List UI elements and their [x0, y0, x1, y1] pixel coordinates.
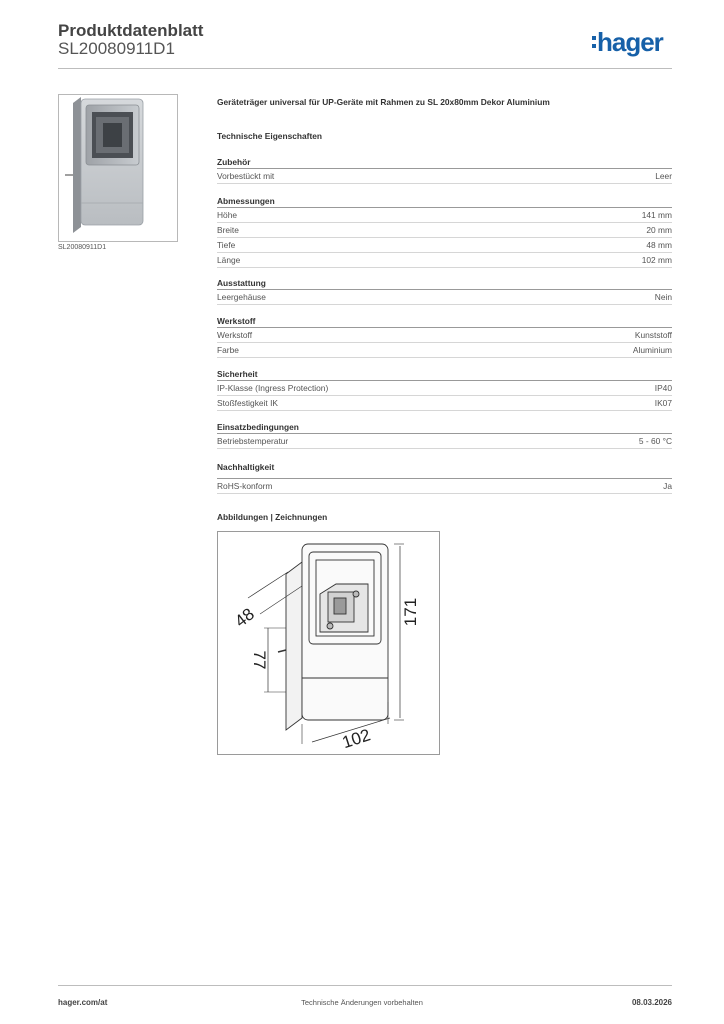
section-title: Ausstattung [217, 277, 672, 290]
section-werkstoff [217, 315, 672, 358]
property-row [217, 479, 672, 494]
property-value: 20 mm [646, 225, 672, 235]
photo-caption: SL20080911D1 [58, 244, 107, 251]
property-label: Stoßfestigkeit IK [217, 398, 278, 408]
footer-divider [58, 985, 672, 986]
footer-notice: Technische Änderungen vorbehalten [301, 998, 423, 1007]
technical-drawing [217, 531, 440, 755]
footer-date: 08.03.2026 [631, 998, 672, 1007]
section-title: Einsatzbedingungen [217, 421, 672, 434]
property-label: Höhe [217, 210, 238, 220]
property-value: 141 mm [641, 210, 672, 220]
logo-text: hager [597, 27, 663, 57]
section-zubehoer [217, 156, 672, 184]
section-title: Zubehör [217, 156, 672, 169]
property-label: RoHS-konform [217, 481, 273, 491]
dim-height-label: 171 [401, 597, 420, 627]
section-ausstattung [217, 277, 672, 305]
section-nachhaltigkeit [217, 460, 672, 494]
images-title: Abbildungen | Zeichnungen [217, 512, 328, 522]
property-row [217, 434, 672, 449]
tech-properties-title: Technische Eigenschaften [217, 131, 323, 141]
property-row [217, 169, 672, 184]
property-value: Leer [655, 171, 672, 181]
section-title: Nachhaltigkeit [217, 460, 672, 479]
article-number: SL20080911D1 [58, 39, 175, 58]
property-row [217, 208, 672, 223]
dim-depth-label: 48 [231, 604, 258, 631]
property-label: Länge [217, 255, 241, 265]
property-label: Betriebstemperatur [217, 436, 289, 446]
footer-website-link[interactable]: hager.com/at [58, 998, 108, 1007]
brand-logo [592, 27, 663, 57]
property-row [217, 223, 672, 238]
property-row [217, 381, 672, 396]
property-row [217, 238, 672, 253]
dim-length-label: 102 [339, 725, 373, 753]
property-label: Leergehäuse [217, 292, 266, 302]
page-title: Produktdatenblatt [58, 21, 204, 40]
product-description: Geräteträger universal für UP-Geräte mit Rahmen zu SL 20x80mm Dekor Aluminium [217, 97, 550, 107]
product-photo [58, 94, 178, 242]
property-value: IP40 [654, 383, 672, 393]
property-value: Kunststoff [634, 330, 672, 340]
section-sicherheit [217, 368, 672, 411]
property-row [217, 396, 672, 411]
property-row [217, 328, 672, 343]
property-label: Vorbestückt mit [217, 171, 275, 181]
property-value: IK07 [654, 398, 672, 408]
property-value: Nein [654, 292, 672, 302]
property-label: Werkstoff [217, 330, 253, 340]
device-carrier-photo-icon [59, 95, 177, 241]
property-value: 5 - 60 °C [638, 436, 672, 446]
property-row [217, 343, 672, 358]
property-value: Ja [663, 481, 672, 491]
section-title: Sicherheit [217, 368, 672, 381]
section-title: Werkstoff [217, 315, 672, 328]
property-label: IP-Klasse (Ingress Protection) [217, 383, 329, 393]
property-row [217, 290, 672, 305]
property-label: Tiefe [217, 240, 236, 250]
property-row [217, 253, 672, 268]
property-label: Farbe [217, 345, 239, 355]
section-title: Abmessungen [217, 195, 672, 208]
dimension-drawing-icon [218, 532, 439, 754]
section-einsatzbedingungen [217, 421, 672, 449]
logo-dots-icon [592, 36, 596, 48]
property-value: 48 mm [646, 240, 672, 250]
dim-inner-label: 77 [250, 650, 269, 670]
property-value: 102 mm [641, 255, 672, 265]
section-abmessungen [217, 195, 672, 268]
property-value: Aluminium [632, 345, 672, 355]
header-divider [58, 68, 672, 69]
property-label: Breite [217, 225, 239, 235]
